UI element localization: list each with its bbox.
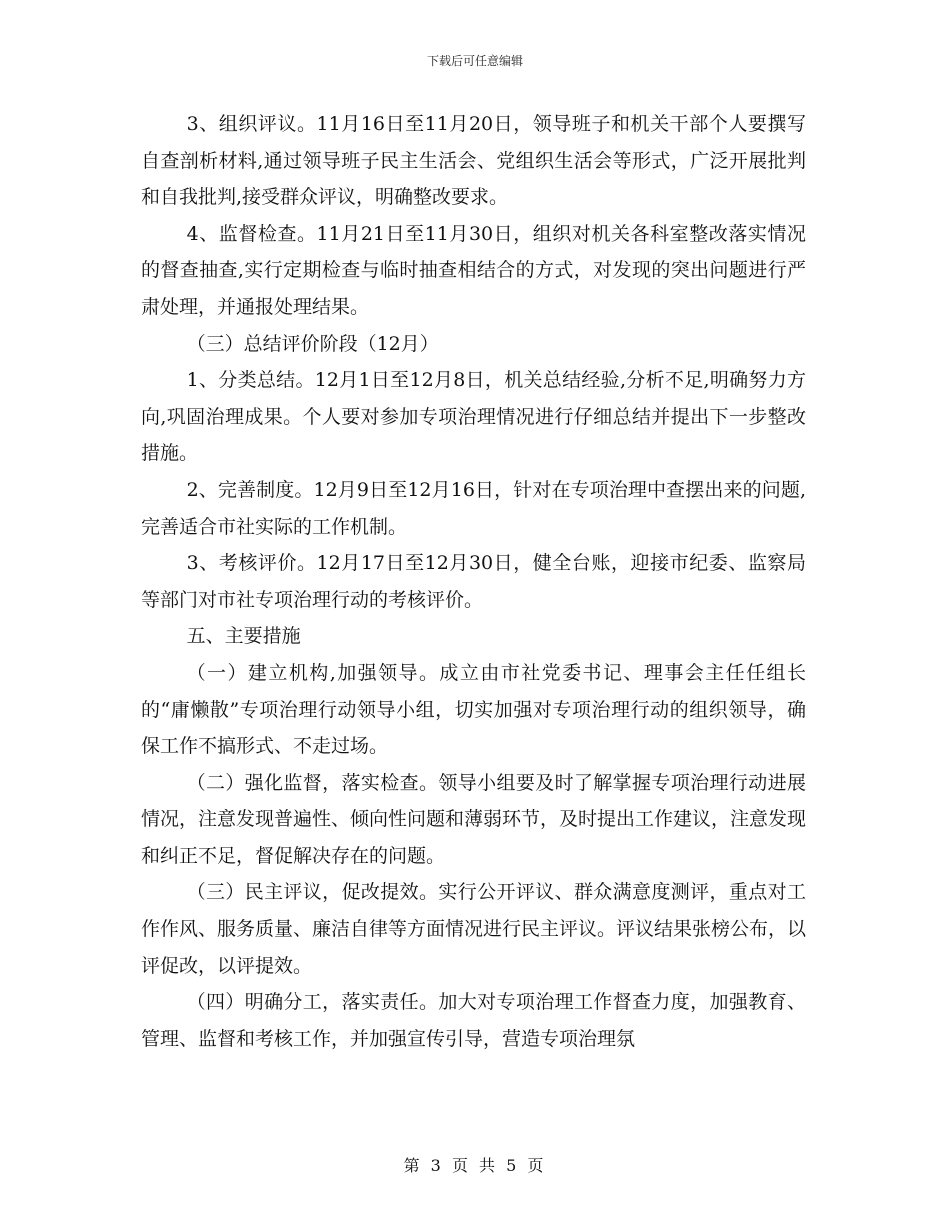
paragraph-establish-organization: （一）建立机构,加强领导。成立由市社党委书记、理事会主任任组长的“庸懒散”专项治理行动领导小组，切实加强对专项治理行动的组织领导，确保工作不搞形式、不走过场。 [141, 661, 806, 758]
paragraph-classified-summary: 1、分类总结。12月1日至12月8日，机关总结经验,分析不足,明确努力方向,巩固治理成果。个人要对参加专项治理情况进行仔细总结并提出下一步整改措施。 [141, 369, 806, 465]
paragraph-organize-review: 3、组织评议。11月16日至11月20日，领导班子和机关干部个人要撰写自查剖析材料,通过领导班子民主生活会、党组织生活会等形式，广泛开展批判和自我批判,接受群众评议，明确整改要求。 [141, 113, 806, 209]
page-header: 下载后可任意编辑 [426, 54, 523, 68]
page-number: 第 3 页 共 5 页 [403, 1156, 547, 1175]
paragraph-strengthen-supervision: （二）强化监督，落实检查。领导小组要及时了解掌握专项治理行动进展情况，注意发现普遍性、倾向性问题和薄弱环节，及时提出工作建议，注意发现和纠正不足，督促解决存在的问题。 [141, 771, 807, 867]
paragraph-supervision-check: 4、监督检查。11月21日至11月30日，组织对机关各科室整改落实情况的督查抽查,实行定期检查与临时抽查相结合的方式，对发现的突出问题进行严肃处理，并通报处理结果。 [141, 222, 806, 318]
paragraph-clarify-division: （四）明确分工，落实责任。加大对专项治理工作督查力度，加强教育、管理、监督和考核工作，并加强宣传引导，营造专项治理氛 [141, 991, 806, 1050]
section-heading-summary-stage: （三）总结评价阶段（12月） [186, 332, 439, 355]
document-body [141, 106, 806, 1057]
paragraph-improve-system: 2、完善制度。12月9日至12月16日，针对在专项治理中查摆出来的问题,完善适合市社实际的工作机制。 [141, 478, 806, 538]
paragraph-democratic-review: （三）民主评议，促改提效。实行公开评议、群众满意度测评，重点对工作作风、服务质量、廉洁自律等方面情况进行民主评议。评议结果张榜公布，以评促改，以评提效。 [141, 881, 807, 977]
paragraph-assessment: 3、考核评价。12月17日至12月30日，健全台账，迎接市纪委、监察局等部门对市社专项治理行动的考核评价。 [141, 552, 806, 611]
section-heading-main-measures: 五、主要措施 [186, 625, 301, 648]
